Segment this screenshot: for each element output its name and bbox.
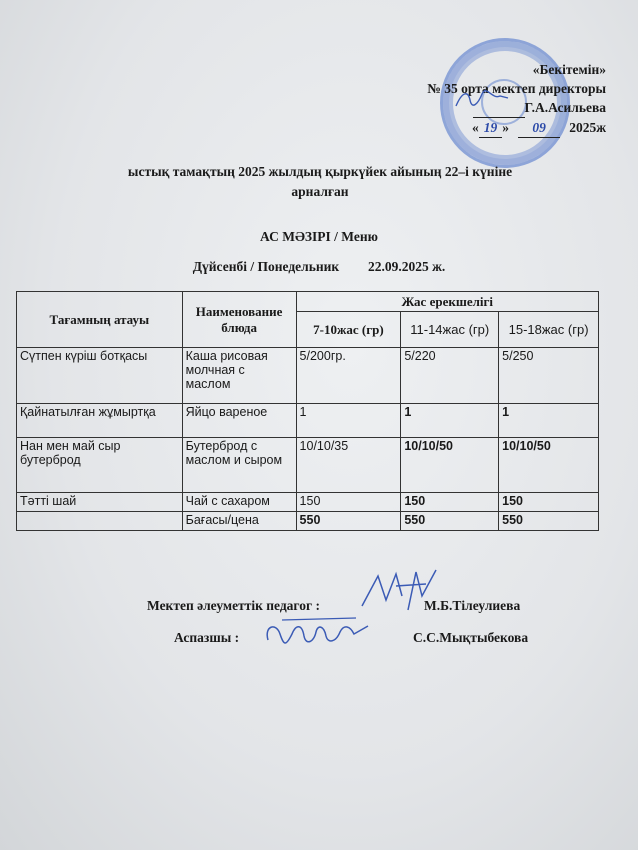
table-row — [17, 348, 599, 404]
dish-ru: Каша рисовая молчная с маслом — [182, 348, 296, 404]
price-7-10: 550 — [296, 512, 401, 531]
header-age: Жас ерекшелігі — [296, 292, 598, 312]
portion-7-10: 1 — [296, 404, 401, 438]
pedagog-name: М.Б.Тілеулиева — [424, 598, 521, 613]
approval-position: № 35 орта мектеп директоры — [427, 81, 606, 96]
cook-signature — [262, 612, 374, 656]
pedagog-label: Мектеп әлеуметтік педагог : — [147, 598, 320, 613]
dish-ru: Чай с сахаром — [182, 493, 296, 512]
dish-kz: Сүтпен күріш ботқасы — [17, 348, 183, 404]
header-name-kz: Тағамның атауы — [17, 292, 183, 348]
approval-day: 19 — [479, 118, 503, 138]
heading-line1: ыстық тамақтың 2025 жылдың қыркүйек айының 22–і күніне — [127, 164, 513, 179]
approval-heading: «Бекітемін» — [532, 62, 606, 77]
portion-15-18: 10/10/50 — [499, 438, 599, 493]
header-age-3: 15-18жас (гр) — [499, 312, 599, 348]
menu-day: Дүйсенбі / Понедельник — [192, 259, 340, 274]
price-label: Бағасы/цена — [182, 512, 296, 531]
portion-15-18: 5/250 — [499, 348, 599, 404]
portion-15-18: 1 — [499, 404, 599, 438]
price-empty — [17, 512, 183, 531]
director-signature — [452, 86, 512, 112]
price-11-14: 550 — [401, 512, 499, 531]
table-row — [17, 438, 599, 493]
dish-kz: Қайнатылған жұмыртқа — [17, 404, 183, 438]
cook-label: Аспазшы : — [174, 630, 240, 645]
portion-11-14: 5/220 — [401, 348, 499, 404]
header-age-1: 7-10жас (гр) — [296, 312, 401, 348]
header-age-2: 11-14жас (гр) — [401, 312, 499, 348]
dish-ru: Бутерброд с маслом и сыром — [182, 438, 296, 493]
pedagog-signature — [356, 566, 446, 616]
portion-11-14: 10/10/50 — [401, 438, 499, 493]
approval-month: 09 — [518, 118, 560, 138]
price-15-18: 550 — [499, 512, 599, 531]
menu-title: АС МӘЗІРІ / Меню — [260, 229, 378, 244]
dish-ru: Яйцо вареное — [182, 404, 296, 438]
director-name: Г.А.Асильева — [524, 100, 606, 115]
portion-11-14: 150 — [401, 493, 499, 512]
menu-date: 22.09.2025 ж. — [367, 259, 446, 274]
portion-15-18: 150 — [499, 493, 599, 512]
portion-7-10: 5/200гр. — [296, 348, 401, 404]
heading-line2: арналған — [291, 184, 349, 199]
table-row — [17, 493, 599, 512]
dish-kz: Тәтті шай — [17, 493, 183, 512]
header-name-ru: Наименование блюда — [182, 292, 296, 348]
menu-table — [16, 291, 599, 531]
dish-kz: Нан мен май сыр бутерброд — [17, 438, 183, 493]
cook-name: С.С.Мықтыбекова — [413, 630, 529, 645]
portion-7-10: 10/10/35 — [296, 438, 401, 493]
price-row — [17, 512, 599, 531]
portion-7-10: 150 — [296, 493, 401, 512]
menu-day-line — [0, 259, 638, 275]
approval-year: 2025ж — [569, 120, 606, 135]
approval-date-line: « 19 » 09 2025ж — [427, 118, 606, 138]
table-row — [17, 404, 599, 438]
portion-11-14: 1 — [401, 404, 499, 438]
